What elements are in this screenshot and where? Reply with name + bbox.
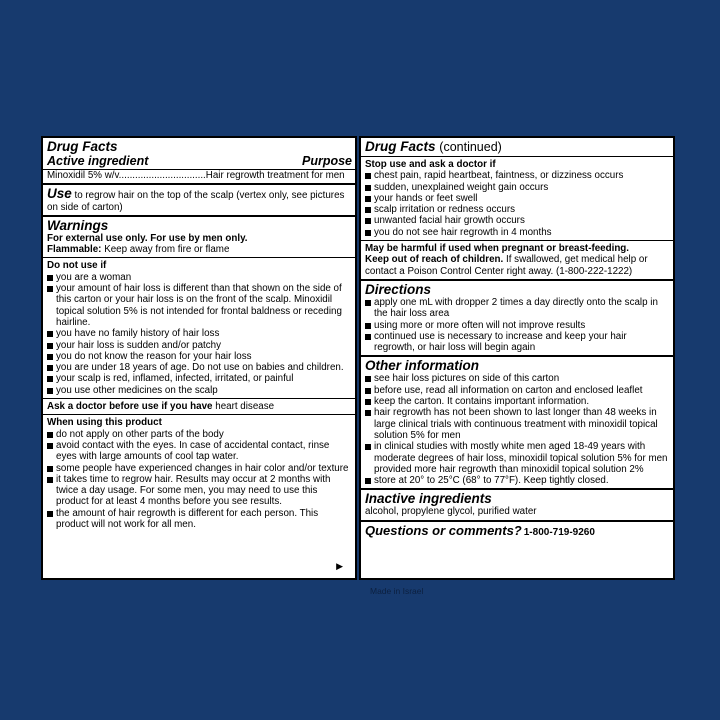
- made-in-label: Made in Israel: [370, 586, 424, 596]
- questions-phone: 1-800-719-9260: [523, 526, 595, 538]
- drug-facts-continued-title: [365, 139, 670, 155]
- inactive-text: alcohol, propylene glycol, purified water: [365, 506, 537, 518]
- warnings-heading: Warnings: [47, 217, 109, 233]
- list-item: unwanted facial hair growth occurs: [365, 215, 670, 226]
- list-item: hair regrowth has not been shown to last longer than 48 weeks in large clinical trials with continuous treatment with minoxidil topical solution 5% for men: [365, 407, 670, 441]
- continue-arrow-icon: ▶: [336, 561, 343, 571]
- list-item: in clinical studies with mostly white men aged 18-49 years with moderate degrees of hair loss, minoxidil topical solution 5% for men provided more hair regrowth than minoxidil topical solution 2%: [365, 441, 670, 475]
- flammable-warning: [47, 244, 352, 255]
- list-item: you use other medicines on the scalp: [47, 385, 352, 396]
- list-item: you have no family history of hair loss: [47, 328, 352, 339]
- do-not-use-list: [47, 272, 352, 396]
- ingredient-line: Minoxidil 5% w/v................................Hair regrowth treatment for men: [47, 170, 345, 181]
- list-item: see hair loss pictures on side of this carton: [365, 373, 670, 384]
- stop-use-heading: Stop use and ask a doctor if: [365, 159, 496, 170]
- list-item: you do not know the reason for your hair loss: [47, 351, 352, 362]
- list-item: it takes time to regrow hair. Results may occur at 2 months with twice a day usage. For some men, you may need to use this product for at least 4 months before you see results.: [47, 474, 352, 508]
- use-text: to regrow hair on the top of the scalp (vertex only, see pictures on side of carton): [47, 190, 345, 213]
- list-item: you are under 18 years of age. Do not use on babies and children.: [47, 362, 352, 373]
- pregnancy-block: [361, 240, 673, 277]
- drug-facts-panel-left: [41, 136, 357, 580]
- do-not-use-heading: Do not use if: [47, 260, 107, 272]
- list-item: avoid contact with the eyes. In case of accidental contact, rinse eyes with large amounts of cool tap water.: [47, 440, 352, 463]
- questions-section: [361, 522, 673, 540]
- list-item: you are a woman: [47, 272, 352, 283]
- list-item: your hair loss is sudden and/or patchy: [47, 340, 352, 351]
- list-item: your hands or feet swell: [365, 193, 670, 204]
- inactive-heading: Inactive ingredients: [365, 491, 492, 507]
- list-item: using more or more often will not improve results: [365, 320, 670, 331]
- when-using-heading: When using this product: [47, 417, 162, 429]
- other-information-section: [361, 357, 673, 490]
- stop-use-block: [361, 156, 673, 238]
- directions-section: [361, 281, 673, 357]
- ask-doctor-block: [43, 398, 355, 412]
- list-item: you do not see hair regrowth in 4 months: [365, 227, 670, 238]
- drug-facts-title: Drug Facts: [47, 139, 118, 154]
- stop-use-list: [365, 170, 670, 238]
- external-use-warning: For external use only. For use by men only.: [47, 232, 248, 244]
- warnings-section: [43, 217, 355, 532]
- purpose-heading: Purpose: [301, 154, 352, 168]
- list-item: scalp irritation or redness occurs: [365, 204, 670, 215]
- list-item: your amount of hair loss is different than that shown on the side of this carton or your hair loss is on the front of the scalp. Minoxidil topical solution 5% is not intended for frontal baldness or receding hairline.: [47, 283, 352, 328]
- list-item: store at 20° to 25°C (68° to 77°F). Keep tightly closed.: [365, 475, 670, 486]
- continued-label: (continued): [439, 140, 502, 154]
- list-item: before use, read all information on carton and enclosed leaflet: [365, 385, 670, 396]
- list-item: sudden, unexplained weight gain occurs: [365, 182, 670, 193]
- active-ingredient-section: [43, 138, 355, 185]
- questions-heading: Questions or comments?: [365, 522, 522, 538]
- drug-facts-title-right: Drug Facts: [365, 139, 436, 154]
- directions-heading: Directions: [365, 281, 432, 297]
- list-item: your scalp is red, inflamed, infected, irritated, or painful: [47, 373, 352, 384]
- list-item: continued use is necessary to increase and keep your hair regrowth, or hair loss will begin again: [365, 331, 670, 354]
- directions-list: [365, 297, 670, 353]
- ask-doctor-label: Ask a doctor before use if you have: [47, 401, 213, 413]
- flammable-label: Flammable:: [47, 244, 102, 256]
- reach-text: If swallowed, get medical help or contact a Poison Control Center right away. (1-800-222-1222): [365, 254, 648, 277]
- pregnancy-warning: May be harmful if used when pregnant or breast-feeding.: [365, 243, 630, 255]
- reach-of-children: [365, 254, 670, 277]
- active-ingredient-header-row: [43, 154, 355, 170]
- ask-doctor-text: heart disease: [215, 401, 275, 413]
- use-paragraph: [47, 186, 352, 213]
- list-item: do not apply on other parts of the body: [47, 429, 352, 440]
- list-item: keep the carton. It contains important information.: [365, 396, 670, 407]
- use-section: [43, 185, 355, 217]
- reach-label: Keep out of reach of children.: [365, 254, 504, 266]
- inactive-ingredients-section: [361, 490, 673, 521]
- active-ingredient-heading: Active ingredient: [47, 154, 149, 168]
- ask-doctor-line: [47, 401, 352, 412]
- when-using-list: [47, 429, 352, 531]
- do-not-use-block: [43, 257, 355, 396]
- stop-use-section: [361, 138, 673, 281]
- use-heading: Use: [47, 186, 72, 202]
- list-item: the amount of hair regrowth is different for each person. This product will not work for all men.: [47, 508, 352, 531]
- when-using-block: [43, 414, 355, 530]
- other-info-heading: Other information: [365, 358, 479, 374]
- list-item: apply one mL with dropper 2 times a day directly onto the scalp in the hair loss area: [365, 297, 670, 320]
- drug-facts-panel-right: [359, 136, 675, 580]
- list-item: some people have experienced changes in hair color and/or texture: [47, 463, 352, 474]
- other-info-list: [365, 373, 670, 486]
- flammable-text: Keep away from fire or flame: [104, 244, 230, 256]
- questions-line: [365, 523, 670, 538]
- list-item: chest pain, rapid heartbeat, faintness, or dizziness occurs: [365, 170, 670, 181]
